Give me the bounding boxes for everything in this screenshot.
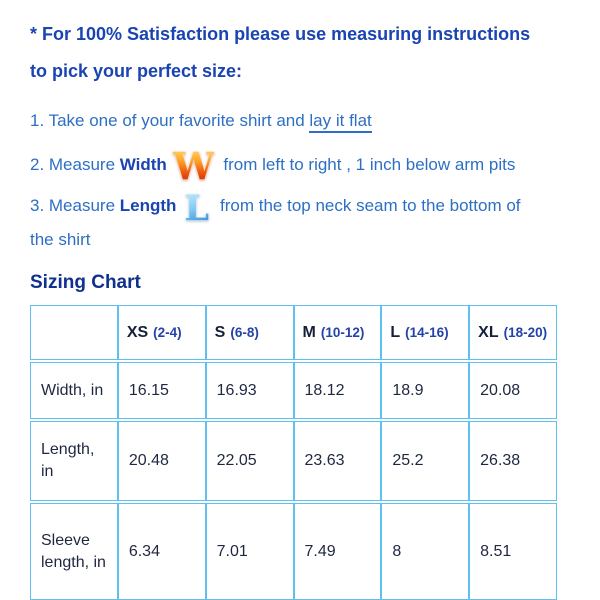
length-s-cell: 22.05 — [206, 421, 294, 501]
size-range: (10-12) — [320, 325, 365, 340]
size-abbr: L — [390, 323, 401, 341]
column-header-s — [206, 305, 294, 360]
sizing-chart-title: Sizing Chart — [30, 272, 141, 293]
sleeve-m-cell: 7.49 — [294, 503, 382, 600]
length-l-cell: 25.2 — [381, 421, 469, 501]
column-header-xs — [118, 305, 206, 360]
width-xs-cell: 16.15 — [118, 362, 206, 419]
length-keyword: Length — [119, 196, 177, 215]
sleeve-l-cell: 8 — [381, 503, 469, 600]
length-m-cell: 23.63 — [294, 421, 382, 501]
size-range: (14-16) — [405, 325, 449, 340]
width-m-cell: 18.12 — [294, 362, 382, 419]
lay-it-flat-emphasis: lay it flat — [309, 111, 371, 133]
row-label-sleeve: Sleeve length, in — [30, 503, 118, 600]
step-3-text: 3. Measure — [30, 196, 120, 215]
size-range: (6-8) — [230, 325, 259, 340]
length-xs-cell: 20.48 — [118, 421, 206, 501]
size-range: (2-4) — [153, 325, 182, 340]
size-abbr: S — [214, 323, 226, 341]
step-2 — [30, 144, 580, 188]
sleeve-s-cell: 7.01 — [206, 503, 294, 600]
size-abbr: M — [302, 323, 316, 341]
width-letter-icon: W — [172, 144, 215, 188]
table-corner-cell — [30, 305, 118, 360]
length-xl-cell: 26.38 — [469, 421, 557, 501]
intro-heading-line2: to pick your perfect size: — [30, 61, 243, 81]
width-keyword: Width — [119, 155, 167, 174]
step-2-text: 2. Measure — [30, 155, 120, 174]
column-header-l — [381, 305, 469, 360]
sleeve-xl-cell: 8.51 — [469, 503, 557, 600]
column-header-xl — [469, 305, 557, 360]
intro-heading-line1: * For 100% Satisfaction please use measuring instructions — [30, 24, 531, 44]
step-2-suffix: from left to right , 1 inch below arm pits — [223, 155, 516, 174]
sleeve-xs-cell: 6.34 — [118, 503, 206, 600]
width-xl-cell: 20.08 — [469, 362, 557, 419]
length-letter-icon: L — [184, 188, 210, 229]
row-label-length: Length, in — [30, 421, 118, 501]
width-l-cell: 18.9 — [381, 362, 469, 419]
size-abbr: XL — [478, 323, 499, 341]
intro-heading — [30, 16, 580, 90]
step-1-text: 1. Take one of your favorite shirt and — [30, 111, 310, 130]
step-3 — [30, 188, 580, 254]
step-3-suffix: from the top neck seam to the bottom of — [220, 196, 521, 215]
step-1 — [30, 107, 580, 135]
size-abbr: XS — [126, 323, 149, 341]
step-3-line1 — [30, 188, 580, 229]
step-3-line2: the shirt — [30, 230, 91, 249]
sizing-chart-table — [30, 305, 557, 600]
column-header-m — [294, 305, 382, 360]
width-s-cell: 16.93 — [206, 362, 294, 419]
row-label-width: Width, in — [30, 362, 118, 419]
size-range: (18-20) — [503, 325, 548, 340]
